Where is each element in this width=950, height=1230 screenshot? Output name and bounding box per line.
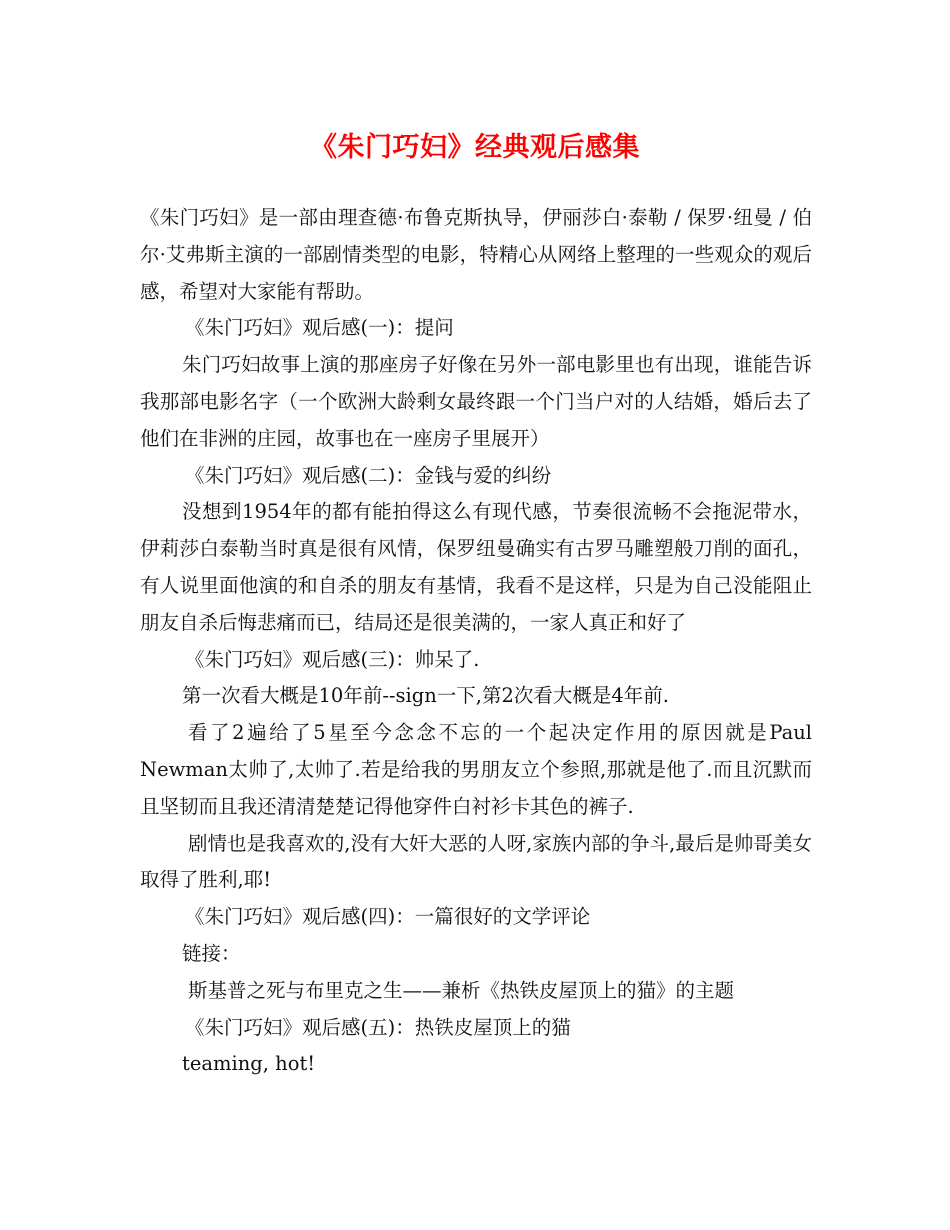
review-5-heading: 《朱门巧妇》观后感(五)：热铁皮屋顶上的猫	[185, 1015, 571, 1039]
document-body	[140, 200, 812, 1083]
review-1-paragraph: 朱门巧妇故事上演的那座房子好像在另外一部电影里也有出现，谁能告诉我那部电影名字（一个欧洲大龄剩女最终跟一个门当户对的人结婚，婚后去了他们在非洲的庄园，故事也在一座房子里展开）	[140, 353, 812, 450]
review-2-paragraph: 没想到1954年的都有能拍得这么有现代感，节奏很流畅不会拖泥带水，伊莉莎白泰勒当时真是很有风情，保罗纽曼确实有古罗马雕塑般刀削的面孔，有人说里面他演的和自杀的朋友有基情，我看不是这样，只是为自己没能阻止朋友自杀后悔悲痛而已，结局还是很美满的，一家人真正和好了	[140, 500, 812, 634]
review-4-link-label: 链接：	[182, 941, 241, 965]
review-1-heading: 《朱门巧妇》观后感(一)：提问	[185, 316, 454, 340]
review-3-paragraph-2: 看了2遍给了5星至今念念不忘的一个起决定作用的原因就是Paul Newman太帅了,太帅了.若是给我的男朋友立个参照,那就是他了.而且沉默而且坚韧而且我还清清楚楚记得他穿件白衬衫卡其色的裤子.	[140, 721, 812, 818]
review-3-heading: 《朱门巧妇》观后感(三)：帅呆了.	[185, 647, 480, 671]
review-3-paragraph-3: 剧情也是我喜欢的,没有大奸大恶的人呀,家族内部的争斗,最后是帅哥美女取得了胜利,耶!	[140, 831, 812, 892]
review-5-paragraph: teaming, hot!	[182, 1052, 316, 1076]
review-2-heading: 《朱门巧妇》观后感(二)：金钱与爱的纠纷	[185, 463, 552, 487]
review-4-heading: 《朱门巧妇》观后感(四)：一篇很好的文学评论	[185, 905, 591, 929]
review-4-link-text: 斯基普之死与布里克之生——兼析《热铁皮屋顶上的猫》的主题	[188, 978, 735, 1002]
intro-paragraph: 《朱门巧妇》是一部由理查德·布鲁克斯执导，伊丽莎白·泰勒 / 保罗·纽曼 / 伯尔·艾弗斯主演的一部剧情类型的电影，特精心从网络上整理的一些观众的观后感，希望对大家能有帮助。	[140, 206, 812, 303]
document-title: 《朱门巧妇》经典观后感集	[310, 132, 640, 163]
review-3-paragraph-1: 第一次看大概是10年前--sign一下,第2次看大概是4年前.	[182, 684, 669, 708]
